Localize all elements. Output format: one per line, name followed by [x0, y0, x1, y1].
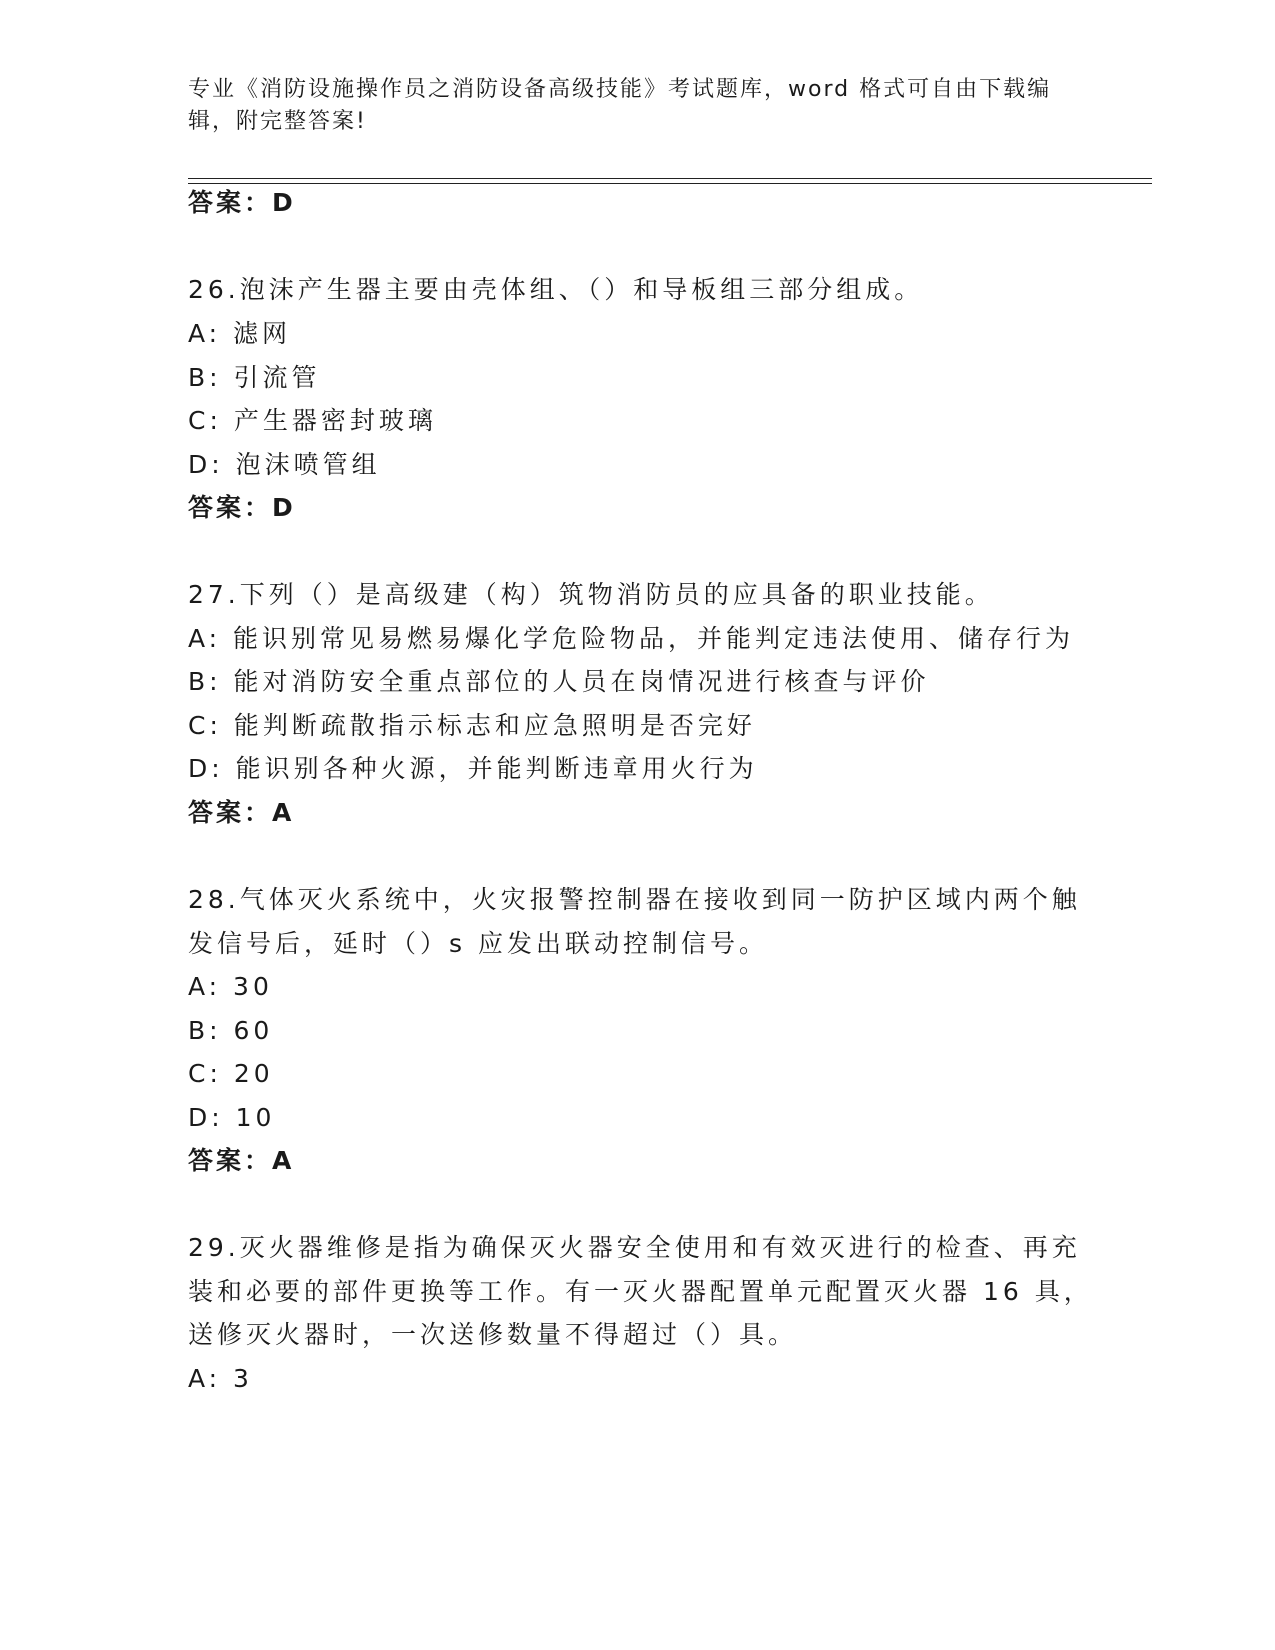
question-29-stem-line-1: 29.灭火器维修是指为确保灭火器安全使用和有效灭进行的检查、再充	[188, 1233, 1081, 1262]
question-28-stem-line-2: 发信号后，延时（）s 应发出联动控制信号。	[188, 929, 768, 958]
question-26-stem: 26.泡沫产生器主要由壳体组、（）和导板组三部分组成。	[188, 275, 924, 304]
header-divider-bottom	[188, 183, 1152, 184]
question-29-stem-line-3: 送修灭火器时，一次送修数量不得超过（）具。	[188, 1320, 798, 1349]
question-27-option-d: D: 能识别各种火源，并能判断违章用火行为	[188, 754, 758, 783]
previous-answer: 答案：D	[188, 188, 296, 217]
question-28-option-a: A: 30	[188, 972, 273, 1001]
question-29-option-a: A: 3	[188, 1364, 253, 1393]
question-26-answer: 答案：D	[188, 493, 296, 522]
header-divider-top	[188, 178, 1152, 179]
question-27-option-a: A: 能识别常见易燃易爆化学危险物品，并能判定违法使用、储存行为	[188, 624, 1075, 653]
question-29-stem-line-2: 装和必要的部件更换等工作。有一灭火器配置单元配置灭火器 16 具，	[188, 1277, 1093, 1306]
document-header	[188, 74, 1068, 138]
question-27-option-b: B: 能对消防安全重点部位的人员在岗情况进行核查与评价	[188, 667, 930, 696]
question-28-stem-line-1: 28.气体灭火系统中，火灾报警控制器在接收到同一防护区域内两个触	[188, 885, 1081, 914]
question-27-option-c: C: 能判断疏散指示标志和应急照明是否完好	[188, 711, 756, 740]
question-26-option-b: B: 引流管	[188, 363, 321, 392]
question-28-option-d: D: 10	[188, 1103, 276, 1132]
question-26-option-c: C: 产生器密封玻璃	[188, 406, 437, 435]
question-27-answer: 答案：A	[188, 798, 295, 827]
header-line-1: 专业《消防设施操作员之消防设备高级技能》考试题库，word 格式可自由下载编	[188, 77, 1052, 102]
question-28-answer: 答案：A	[188, 1146, 295, 1175]
question-27-stem: 27.下列（）是高级建（构）筑物消防员的应具备的职业技能。	[188, 580, 994, 609]
question-26-option-d: D: 泡沫喷管组	[188, 450, 381, 479]
question-28-option-b: B: 60	[188, 1016, 274, 1045]
question-28-option-c: C: 20	[188, 1059, 274, 1088]
question-26-option-a: A: 滤网	[188, 319, 292, 348]
header-line-2: 辑，附完整答案!	[188, 109, 367, 134]
